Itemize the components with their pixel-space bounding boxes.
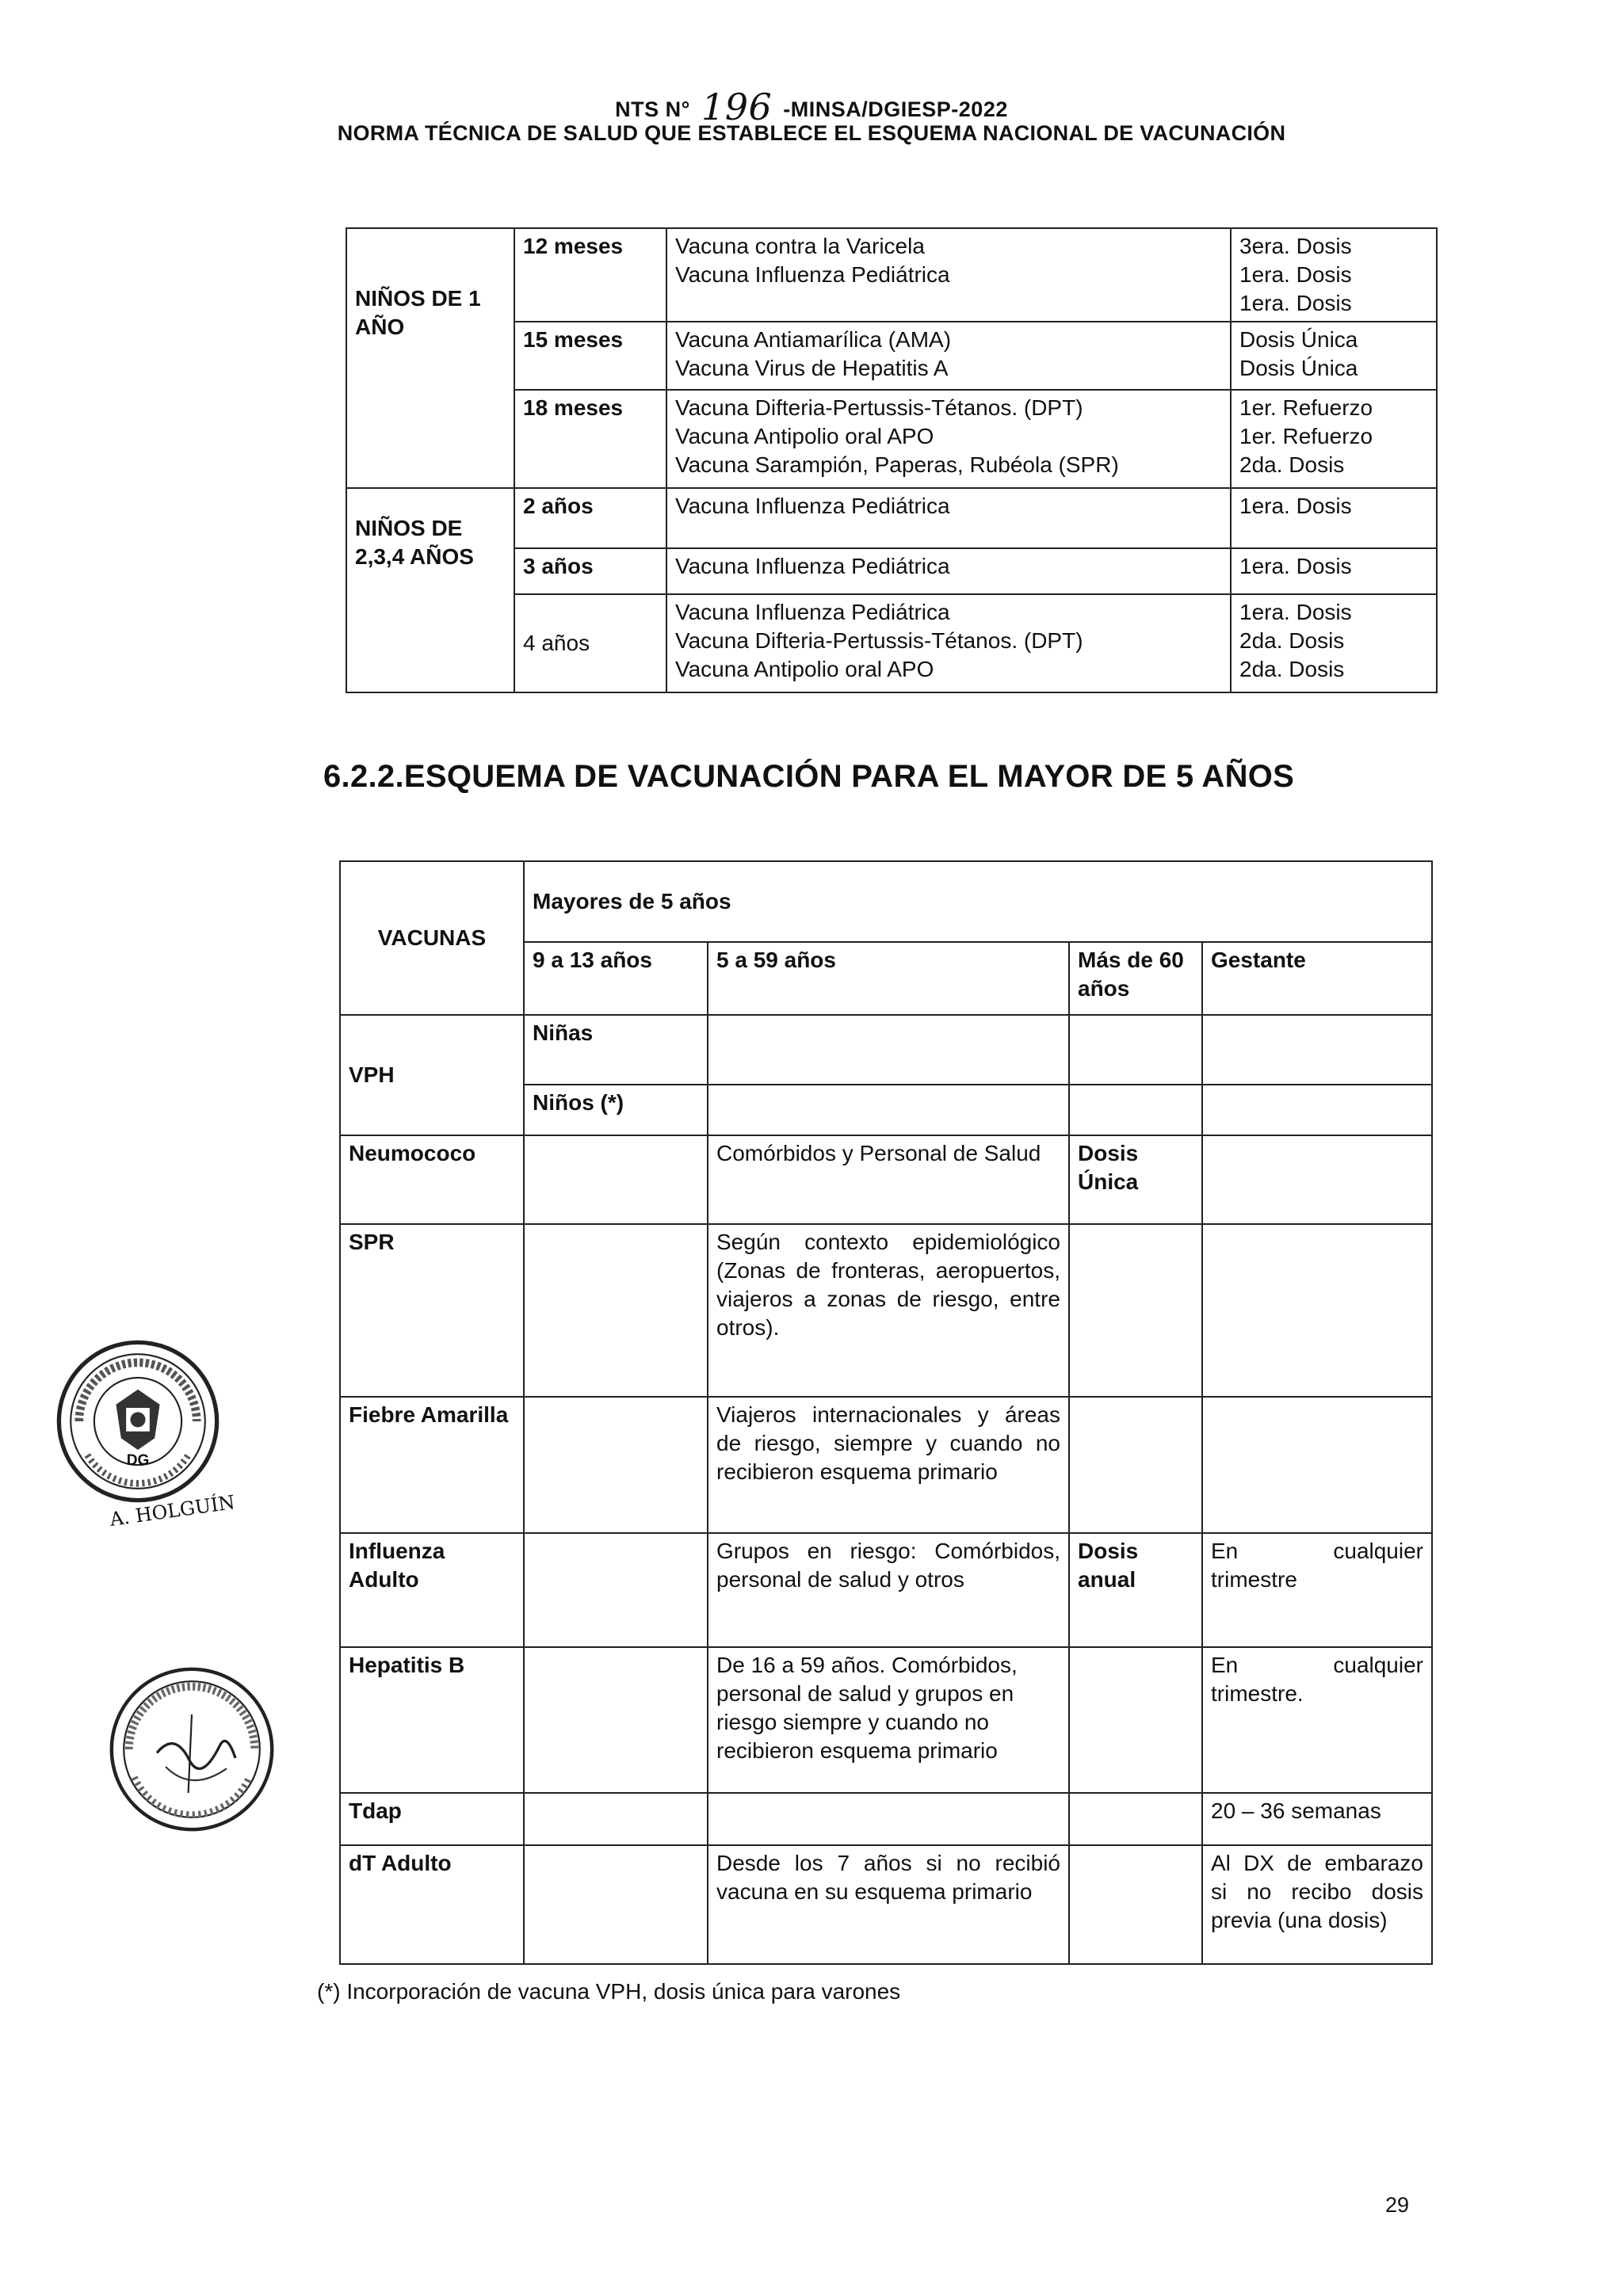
document-code-prefix: NTS N°	[615, 97, 690, 121]
age-cell: 4 años	[514, 594, 666, 692]
dose-cell	[1231, 548, 1437, 594]
vaccine-name: Vacuna Antipolio oral APO	[675, 424, 934, 448]
dose-text: 1era. Dosis	[1239, 494, 1352, 518]
empty-cell	[1202, 1397, 1432, 1533]
table-row	[340, 1647, 1432, 1793]
table-row	[340, 1533, 1432, 1647]
cell-60: Dosis anual	[1069, 1533, 1202, 1647]
signature-holguin: A. HOLGUÍN	[108, 1491, 237, 1531]
dose-text: 2da. Dosis	[1239, 628, 1345, 653]
age-cell: 12 meses	[514, 228, 666, 322]
table-row	[346, 228, 1437, 322]
cell-5-59: De 16 a 59 años. Comórbidos, personal de salud y grupos en riesgo siempre y cuando no recibieron esquema primario	[708, 1647, 1069, 1793]
empty-cell	[1069, 1224, 1202, 1397]
document-number: 196	[701, 86, 773, 128]
dose-text: 1era. Dosis	[1239, 291, 1352, 315]
cell-5-59: Comórbidos y Personal de Salud	[708, 1135, 1069, 1224]
vaccine-name: Vacuna Virus de Hepatitis A	[675, 356, 949, 380]
vaccine-name: Hepatitis B	[340, 1647, 524, 1793]
vaccine-name: Vacuna Influenza Pediátrica	[675, 554, 950, 578]
dose-text: 1era. Dosis	[1239, 600, 1352, 624]
vaccine-name: Vacuna Antipolio oral APO	[675, 657, 934, 681]
child-vaccination-table	[346, 227, 1438, 693]
vaccine-name: Vacuna Antiamarílica (AMA)	[675, 327, 952, 352]
empty-cell	[1069, 1015, 1202, 1085]
vaccine-name: Vacuna Difteria-Pertussis-Tétanos. (DPT)	[675, 395, 1083, 420]
group-ninos-1-ano: NIÑOS DE 1 AÑO	[346, 228, 514, 488]
header-vacunas: VACUNAS	[340, 861, 524, 1015]
header-9-13: 9 a 13 años	[524, 942, 708, 1015]
empty-cell	[1069, 1397, 1202, 1533]
age-cell: 18 meses	[514, 390, 666, 488]
dose-text: 1era. Dosis	[1239, 262, 1352, 287]
dose-cell	[1231, 390, 1437, 488]
empty-cell	[524, 1793, 708, 1845]
empty-cell	[524, 1647, 708, 1793]
empty-cell	[708, 1085, 1069, 1135]
vaccine-name: Fiebre Amarilla	[340, 1397, 524, 1533]
dose-text: Dosis Única	[1239, 327, 1358, 352]
dose-text: 1era. Dosis	[1239, 554, 1352, 578]
table-row	[340, 1793, 1432, 1845]
table-row	[346, 488, 1437, 548]
age-cell: 3 años	[514, 548, 666, 594]
section-title: 6.2.2.ESQUEMA DE VACUNACIÓN PARA EL MAYOR DE 5 AÑOS	[323, 759, 1295, 794]
seal-center-text: DG	[126, 1452, 150, 1470]
empty-cell	[524, 1533, 708, 1647]
vaccine-cell	[666, 548, 1231, 594]
empty-cell	[1069, 1793, 1202, 1845]
vaccine-cell	[666, 228, 1231, 322]
age-cell: 15 meses	[514, 322, 666, 390]
table-row	[340, 1224, 1432, 1397]
empty-cell	[1069, 1647, 1202, 1793]
cell-gestante: 20 – 36 semanas	[1202, 1793, 1432, 1845]
header-5-59: 5 a 59 años	[708, 942, 1069, 1015]
vaccine-name: Influenza Adulto	[340, 1533, 524, 1647]
dose-text: 2da. Dosis	[1239, 452, 1345, 477]
footnote: (*) Incorporación de vacuna VPH, dosis única para varones	[317, 1979, 901, 2004]
directorate-seal-stamp	[105, 1662, 279, 1836]
table-row	[340, 1845, 1432, 1964]
cell-5-59: Grupos en riesgo: Comórbidos, personal de salud y otros	[708, 1533, 1069, 1647]
dose-cell	[1231, 594, 1437, 692]
vph-ninos: Niños (*)	[524, 1085, 708, 1135]
empty-cell	[1202, 1224, 1432, 1397]
vaccine-cell	[666, 594, 1231, 692]
dose-cell	[1231, 228, 1437, 322]
dose-cell	[1231, 488, 1437, 548]
group-ninos-2-3-4: NIÑOS DE 2,3,4 AÑOS	[346, 488, 514, 692]
empty-cell	[708, 1015, 1069, 1085]
age-cell: 2 años	[514, 488, 666, 548]
header-gestante: Gestante	[1202, 942, 1432, 1015]
empty-cell	[708, 1793, 1069, 1845]
vaccine-name: VPH	[340, 1015, 524, 1135]
vaccine-name: dT Adulto	[340, 1845, 524, 1964]
empty-cell	[524, 1224, 708, 1397]
empty-cell	[1202, 1015, 1432, 1085]
header-60: Más de 60 años	[1069, 942, 1202, 1015]
vaccine-cell	[666, 390, 1231, 488]
table-row	[340, 1135, 1432, 1224]
empty-cell	[524, 1135, 708, 1224]
empty-cell	[1069, 1845, 1202, 1964]
cell-gestante: Al DX de embarazo si no recibo dosis previa (una dosis)	[1202, 1845, 1432, 1964]
cell-5-59: Viajeros internacionales y áreas de riesgo, siempre y cuando no recibieron esquema primario	[708, 1397, 1069, 1533]
vaccine-cell	[666, 322, 1231, 390]
vaccine-name: Vacuna Influenza Pediátrica	[675, 600, 950, 624]
table-row	[340, 1397, 1432, 1533]
vaccine-name: Vacuna Difteria-Pertussis-Tétanos. (DPT)	[675, 628, 1083, 653]
vaccine-name: Neumococo	[340, 1135, 524, 1224]
table-row	[340, 1015, 1432, 1085]
document-code-suffix: -MINSA/DGIESP-2022	[783, 97, 1008, 121]
cell-gestante: En cualquier trimestre	[1202, 1533, 1432, 1647]
header-mayores-5: Mayores de 5 años	[524, 861, 1432, 942]
cell-5-59: Desde los 7 años si no recibió vacuna en su esquema primario	[708, 1845, 1069, 1964]
dose-text: 3era. Dosis	[1239, 234, 1352, 258]
cell-5-59: Según contexto epidemiológico (Zonas de fronteras, aeropuertos, viajeros a zonas de riesgo, entre otros).	[708, 1224, 1069, 1397]
document-title: NORMA TÉCNICA DE SALUD QUE ESTABLECE EL ESQUEMA NACIONAL DE VACUNACIÓN	[337, 121, 1286, 145]
ministry-seal-stamp	[54, 1337, 222, 1505]
vaccine-name: Vacuna Influenza Pediátrica	[675, 262, 950, 287]
empty-cell	[1202, 1085, 1432, 1135]
vaccine-name: Vacuna contra la Varicela	[675, 234, 925, 258]
table-row	[340, 861, 1432, 942]
dose-text: 1er. Refuerzo	[1239, 395, 1373, 420]
dose-cell	[1231, 322, 1437, 390]
vaccine-name: Tdap	[340, 1793, 524, 1845]
vph-ninas: Niñas	[524, 1015, 708, 1085]
dose-text: Dosis Única	[1239, 356, 1358, 380]
empty-cell	[524, 1397, 708, 1533]
dose-text: 1er. Refuerzo	[1239, 424, 1373, 448]
dose-text: 2da. Dosis	[1239, 657, 1345, 681]
vaccine-cell	[666, 488, 1231, 548]
vaccine-name: Vacuna Influenza Pediátrica	[675, 494, 950, 518]
empty-cell	[1069, 1085, 1202, 1135]
cell-60: Dosis Única	[1069, 1135, 1202, 1224]
vaccine-name: Vacuna Sarampión, Paperas, Rubéola (SPR)	[675, 452, 1119, 477]
vaccine-name: SPR	[340, 1224, 524, 1397]
page-number: 29	[1385, 2193, 1410, 2217]
adult-vaccination-table	[339, 860, 1433, 1965]
empty-cell	[1202, 1135, 1432, 1224]
empty-cell	[524, 1845, 708, 1964]
cell-gestante: En cualquier trimestre.	[1202, 1647, 1432, 1793]
